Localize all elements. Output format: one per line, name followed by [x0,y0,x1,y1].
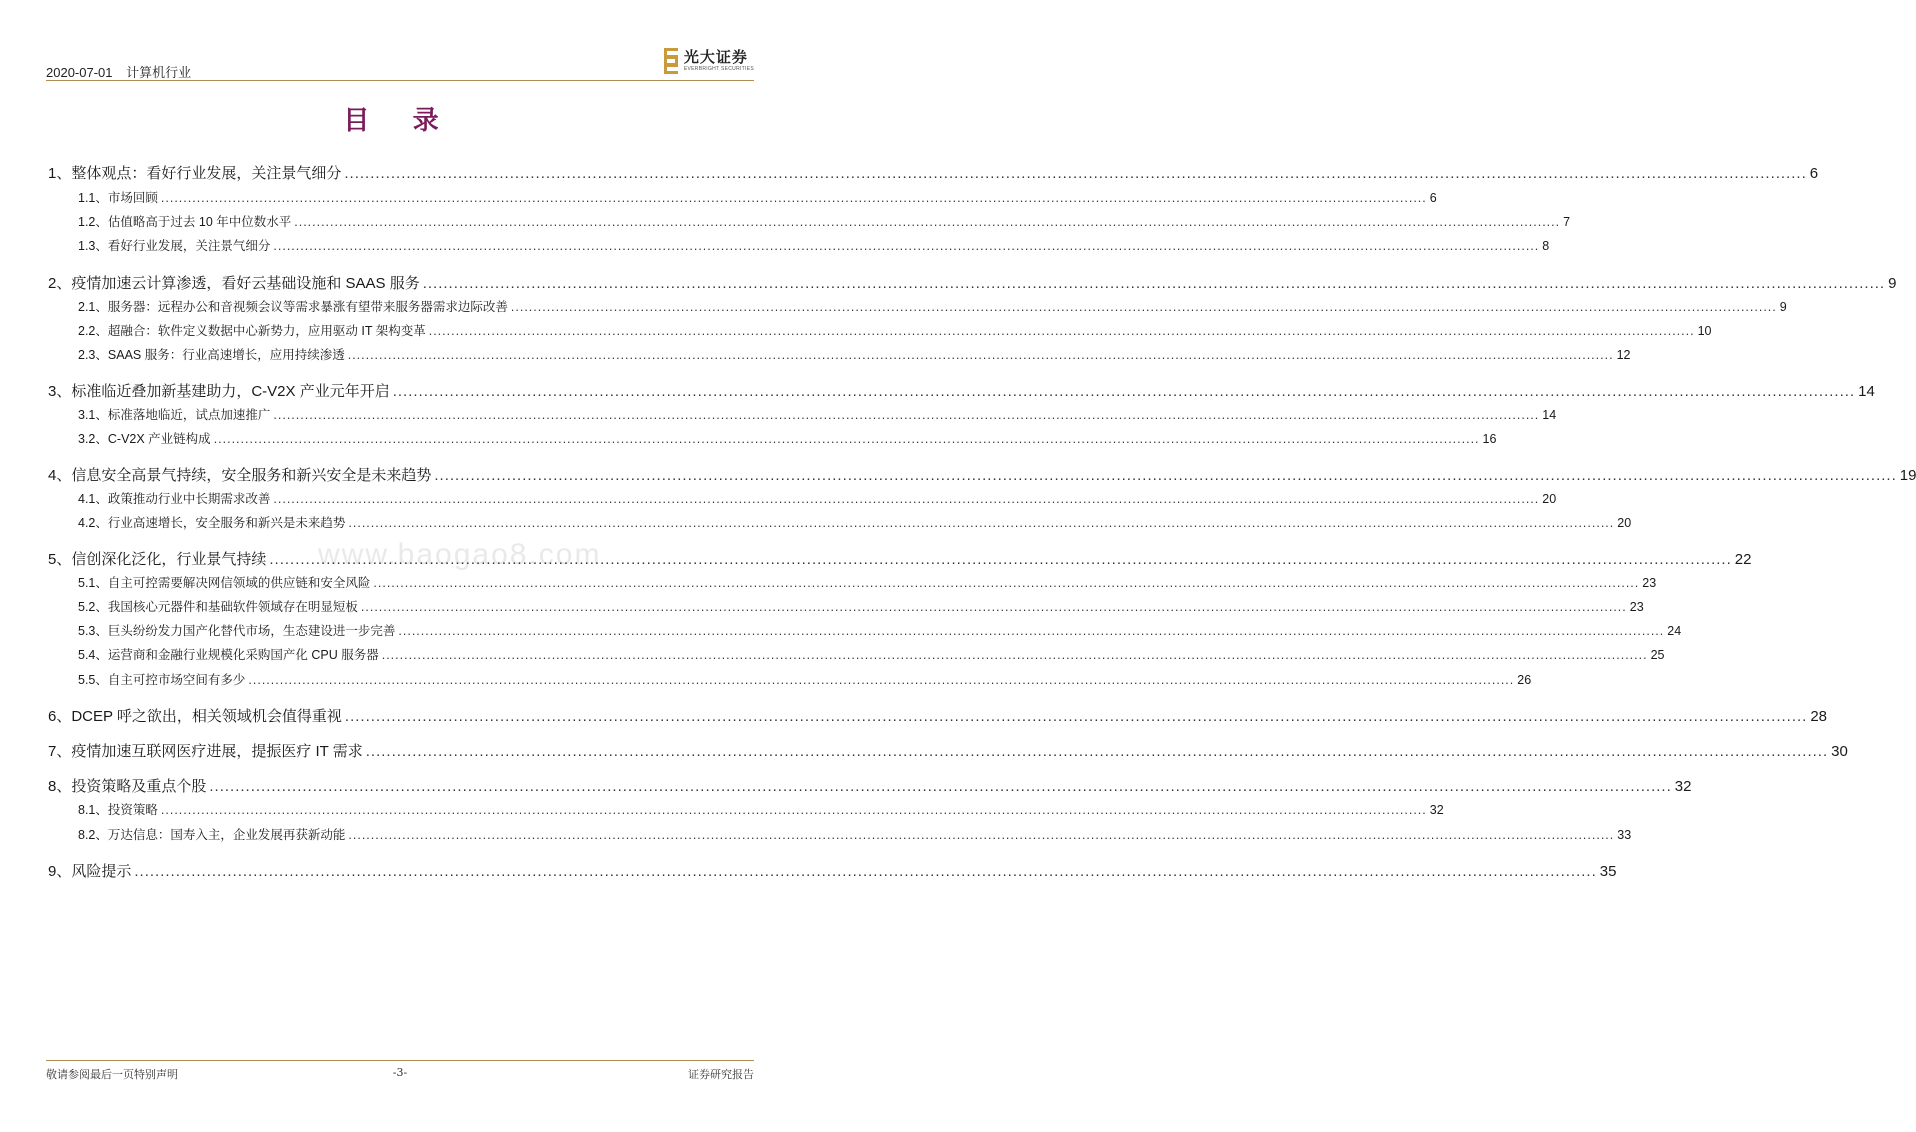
toc-entry[interactable] [48,775,1692,796]
toc-entry-number: 2、 [48,275,72,292]
toc-entry-page: 10 [1697,324,1712,338]
toc-entry-page: 22 [1734,551,1752,568]
toc-entry-number: 6、 [48,708,72,725]
logo-name-cn: 光大证券 [683,48,748,66]
toc-entry[interactable] [48,800,1444,818]
toc-entry-number: 5.4、 [78,648,108,662]
toc-entry-page: 28 [1810,708,1828,725]
toc-leader-dots [345,708,1807,725]
toc-entry-title: 整体观点：看好行业发展，关注景气细分 [71,165,342,182]
toc-entry-title: 疫情加速云计算渗透，看好云基础设施和 SAAS 服务 [71,275,420,292]
toc-entry-title: 政策推动行业中长期需求改善 [107,492,271,506]
toc-entry[interactable] [48,621,1682,639]
toc-entry-page: 23 [1642,576,1657,590]
toc-entry-title: 估值略高于过去 10 年中位数水平 [107,215,292,229]
toc-entry-title: 万达信息：国寿入主，企业发展再获新动能 [107,828,346,842]
toc-entry-title: 我国核心元器件和基础软件领域存在明显短板 [107,600,358,614]
toc-entry[interactable] [48,272,1897,293]
toc-entry-title: 信创深化泛化，行业景气持续 [71,551,267,568]
toc-entry-number: 8.2、 [78,828,108,842]
toc-entry-title: 运营商和金融行业规模化采购国产化 CPU 服务器 [107,648,379,662]
toc-leader-dots [382,648,1648,662]
toc-leader-dots [366,743,1828,760]
industry-label: 计算机行业 [126,65,192,80]
toc-entry-number: 5.3、 [78,624,108,638]
toc-leader-dots [361,600,1627,614]
toc-entry-title: 标准临近叠加新基建助力，C-V2X 产业元年开启 [71,383,390,400]
logo-name-en: EVERBRIGHT SECURITIES [683,66,754,72]
toc-entry-page: 7 [1563,215,1571,229]
toc-entry[interactable] [48,405,1557,423]
toc-entry-page: 9 [1779,300,1787,314]
toc-entry-page: 16 [1482,432,1497,446]
toc-entry-number: 8.1、 [78,803,108,817]
toc-entry-title: DCEP 呼之欲出，相关领域机会值得重视 [71,708,342,725]
toc-entry[interactable] [48,236,1550,254]
page-number: -3- [392,1066,408,1079]
toc-entry-page: 32 [1429,803,1444,817]
toc-entry-title: 疫情加速互联网医疗进展，提振医疗 IT 需求 [71,743,363,760]
toc-entry-page: 14 [1858,383,1875,400]
toc-entry-title: 行业高速增长，安全服务和新兴是未来趋势 [107,516,346,530]
toc-entry-number: 4.2、 [78,516,108,530]
toc-leader-dots [348,828,1614,842]
toc-entry[interactable] [48,464,1916,485]
toc-entry-page: 6 [1809,165,1819,182]
toc-leader-dots [398,624,1664,638]
toc-entry-title: 巨头纷纷发力国产化替代市场，生态建设进一步完善 [107,624,396,638]
header-meta [46,62,191,81]
toc-entry-page: 20 [1542,492,1557,506]
disclaimer-note: 敬请参阅最后一页特别声明 [46,1068,178,1081]
toc-entry-page: 14 [1542,408,1557,422]
toc-leader-dots [273,492,1539,506]
toc-entry[interactable] [48,597,1644,615]
toc-entry-number: 1、 [48,165,72,182]
toc-entry[interactable] [48,489,1557,507]
toc-entry-page: 19 [1899,467,1916,484]
toc-entry-page: 23 [1629,600,1644,614]
brand-logo [664,48,754,74]
toc-entry[interactable] [48,573,1657,591]
toc-entry-page: 9 [1888,275,1897,292]
toc-leader-dots [423,275,1885,292]
toc-entry-page: 20 [1617,516,1632,530]
toc-entry-page: 24 [1667,624,1682,638]
toc-entry-number: 1.1、 [78,191,108,205]
toc-entry-title: SAAS 服务：行业高速增长，应用持续渗透 [107,348,345,362]
toc-entry-number: 7、 [48,743,72,760]
toc-entry-number: 1.3、 [78,239,108,253]
report-date: 2020-07-01 [46,65,113,80]
toc-entry-title: 投资策略 [107,803,158,817]
toc-entry[interactable] [48,670,1532,688]
toc-title: 目 录 [343,105,457,135]
header-divider [46,80,754,81]
toc-entry-number: 5、 [48,551,72,568]
toc-leader-dots [269,551,1731,568]
toc-leader-dots [161,803,1427,817]
toc-entry-number: 5.1、 [78,576,108,590]
toc-entry-title: 市场回顾 [107,191,158,205]
toc-entry-page: 6 [1429,191,1437,205]
toc-leader-dots [134,863,1596,880]
toc-entry[interactable] [48,321,1712,339]
toc-entry-page: 26 [1517,673,1532,687]
toc-entry[interactable] [48,860,1617,881]
toc-leader-dots [434,467,1896,484]
toc-leader-dots [273,408,1539,422]
toc-entry-page: 30 [1831,743,1848,760]
toc-leader-dots [161,191,1427,205]
toc-entry-title: C-V2X 产业链构成 [107,432,211,446]
toc-entry-title: 风险提示 [71,863,132,880]
toc-leader-dots [273,239,1539,253]
toc-entry-page: 8 [1542,239,1550,253]
toc-entry-title: 自主可控需要解决网信领域的供应链和安全风险 [107,576,371,590]
toc-leader-dots [348,516,1614,530]
report-type: 证券研究报告 [688,1068,754,1081]
toc-entry-number: 9、 [48,863,72,880]
toc-entry[interactable] [48,645,1665,663]
toc-leader-dots [209,778,1671,795]
watermark: www.baogao8.com [318,538,602,571]
toc-entry-page: 35 [1599,863,1617,880]
toc-entry-title: 超融合：软件定义数据中心新势力，应用驱动 IT 架构变革 [107,324,426,338]
toc-entry[interactable] [48,345,1631,363]
toc-entry-title: 投资策略及重点个股 [71,778,207,795]
toc-leader-dots [294,215,1560,229]
toc-entry-number: 3.2、 [78,432,108,446]
toc-entry-title: 信息安全高景气持续，安全服务和新兴安全是未来趋势 [71,467,432,484]
toc-entry[interactable] [48,297,1787,315]
toc-entry-title: 标准落地临近，试点加速推广 [107,408,271,422]
toc-leader-dots [429,324,1695,338]
toc-leader-dots [393,383,1855,400]
toc-leader-dots [248,673,1514,687]
toc-leader-dots [344,165,1806,182]
toc-leader-dots [511,300,1777,314]
toc-leader-dots [373,576,1639,590]
toc-entry[interactable] [48,740,1848,761]
toc-entry-number: 5.5、 [78,673,108,687]
toc-entry[interactable] [48,188,1437,206]
toc-entry-number: 2.2、 [78,324,108,338]
toc-entry[interactable] [48,548,1752,569]
toc-entry-number: 2.3、 [78,348,108,362]
toc-entry-title: 服务器：远程办公和音视频会议等需求暴涨有望带来服务器需求边际改善 [107,300,508,314]
toc-entry-page: 32 [1674,778,1692,795]
toc-entry-number: 1.2、 [78,215,108,229]
toc-entry-number: 5.2、 [78,600,108,614]
toc-entry-title: 自主可控市场空间有多少 [107,673,246,687]
toc-entry-page: 33 [1617,828,1632,842]
toc-entry-page: 12 [1616,348,1631,362]
toc-entry[interactable] [48,380,1875,401]
toc-entry[interactable] [48,162,1819,183]
toc-entry-number: 8、 [48,778,72,795]
toc-leader-dots [348,348,1614,362]
toc-entry-page: 25 [1650,648,1665,662]
toc-entry[interactable] [48,513,1632,531]
toc-entry-number: 4.1、 [78,492,108,506]
toc-entry[interactable] [48,429,1497,447]
toc-entry[interactable] [48,825,1632,843]
footer-divider [46,1060,754,1061]
page-header [46,44,754,80]
toc-entry-number: 4、 [48,467,72,484]
toc-entry-title: 看好行业发展，关注景气细分 [107,239,271,253]
page-footer [46,1066,754,1082]
toc-entry-number: 3.1、 [78,408,108,422]
toc-entry-number: 2.1、 [78,300,108,314]
toc-leader-dots [214,432,1480,446]
toc-entry[interactable] [48,212,1571,230]
toc-entry[interactable] [48,705,1828,726]
toc-entry-number: 3、 [48,383,72,400]
logo-icon [664,48,680,74]
